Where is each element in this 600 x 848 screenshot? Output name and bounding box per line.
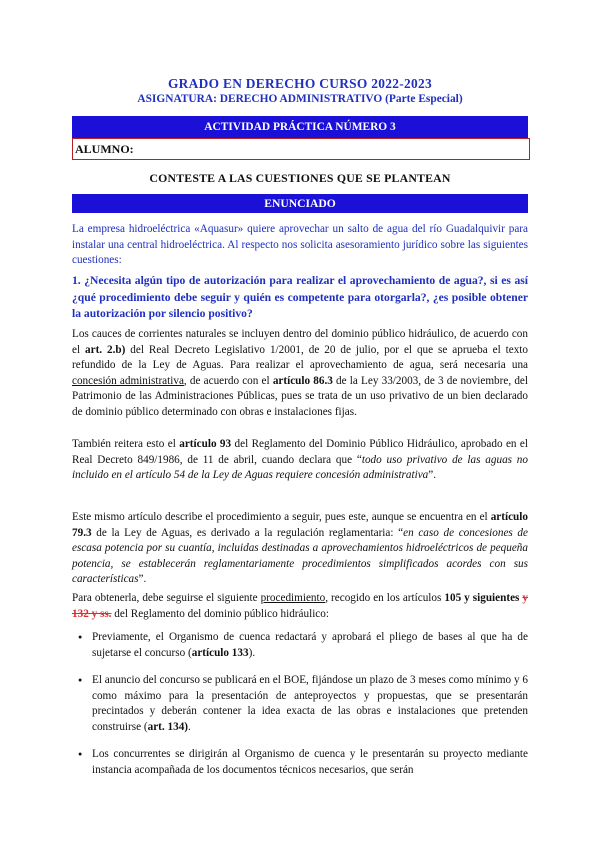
list-item: ● Previamente, el Organismo de cuenca redactará y aprobará el pliego de bases al que ha de sujetarse el concurso (artículo 133). bbox=[72, 630, 528, 661]
activity-banner bbox=[72, 116, 528, 138]
procedure-list bbox=[72, 630, 528, 790]
paragraph-4: Para obtenerla, debe seguirse el siguiente procedimiento, recogido en los artículos 105 y siguientes y 132 y ss. del Reglamento del dominio público hidráulico: bbox=[72, 592, 528, 620]
course-title: GRADO EN DERECHO CURSO 2022-2023 bbox=[167, 76, 433, 91]
paragraph-1: Los cauces de corrientes naturales se incluyen dentro del dominio público hidráulico, de acuerdo con el art. 2.b) del Real Decreto Legislativo 1/2001, de 20 de julio, por el que se aprueba el texto refundido de la Ley de Aguas. Para realizar el aprovechamiento de agua, será necesaria una concesión administrativa, de acuerdo con el artículo 86.3 de la Ley 33/2003, de 3 de noviembre, del Patrimonio de las Administraciones Públicas, pues se trata de un uso privativo de un bien declarado de dominio público determinado con obras e instalaciones fijas. bbox=[72, 328, 529, 418]
instruction-heading: CONTESTE A LAS CUESTIONES QUE SE PLANTEAN bbox=[149, 171, 451, 185]
statement-paragraph: La empresa hidroeléctrica «Aquasur» quiere aprovechar un salto de agua del río Guadalquivir para instalar una central hidroeléctrica. Al respecto nos solicita asesoramiento jurídico sobre las siguientes cuestiones: bbox=[72, 223, 528, 266]
student-field bbox=[72, 138, 530, 160]
question-1: 1. ¿Necesita algún tipo de autorización para realizar el aprovechamiento de agua?, si es así ¿qué procedimiento debe seguir y quién es competente para otorgarla?, ¿es posible obtener la autorización por silencio positivo? bbox=[72, 274, 528, 320]
activity-title: ACTIVIDAD PRÁCTICA NÚMERO 3 bbox=[204, 121, 396, 133]
paragraph-2: También reitera esto el artículo 93 del Reglamento del Dominio Público Hidráulico, aprobado en el Real Decreto 849/1986, de 11 de abril, cuando declara que “todo uso privativo de las aguas no incluido en el artículo 54 de la Ley de Aguas requiere concesión administrativa”. bbox=[72, 438, 528, 481]
student-label: ALUMNO: bbox=[75, 142, 134, 156]
subject-title: ASIGNATURA: DERECHO ADMINISTRATIVO (Parte Especial) bbox=[137, 93, 463, 105]
list-item: ● El anuncio del concurso se publicará en el BOE, fijándose un plazo de 3 meses como mínimo y 6 como máximo para la presentación de anteproyectos y propuestas, que se presentarán precintados y deberán contener la idea exacta de las obras e instalaciones que pretenden construirse (art. 134). bbox=[72, 673, 528, 735]
section-banner bbox=[72, 194, 528, 213]
section-title: ENUNCIADO bbox=[264, 197, 336, 210]
paragraph-3: Este mismo artículo describe el procedimiento a seguir, pues este, aunque se encuentra en el artículo 79.3 de la Ley de Aguas, es derivado a la regulación reglamentaria: “en caso de concesiones de escasa potencia por su cuantía, incluidas destinadas a aprovechamientos hidroeléctricos de pequeña potencia, se establecerán reglamentariamente procedimientos simplificados acordes con sus características”. bbox=[72, 511, 528, 585]
list-item: ● Los concurrentes se dirigirán al Organismo de cuenca y le presentarán su proyecto mediante instancia acompañada de los documentos técnicos necesarios, que serán bbox=[72, 747, 528, 778]
